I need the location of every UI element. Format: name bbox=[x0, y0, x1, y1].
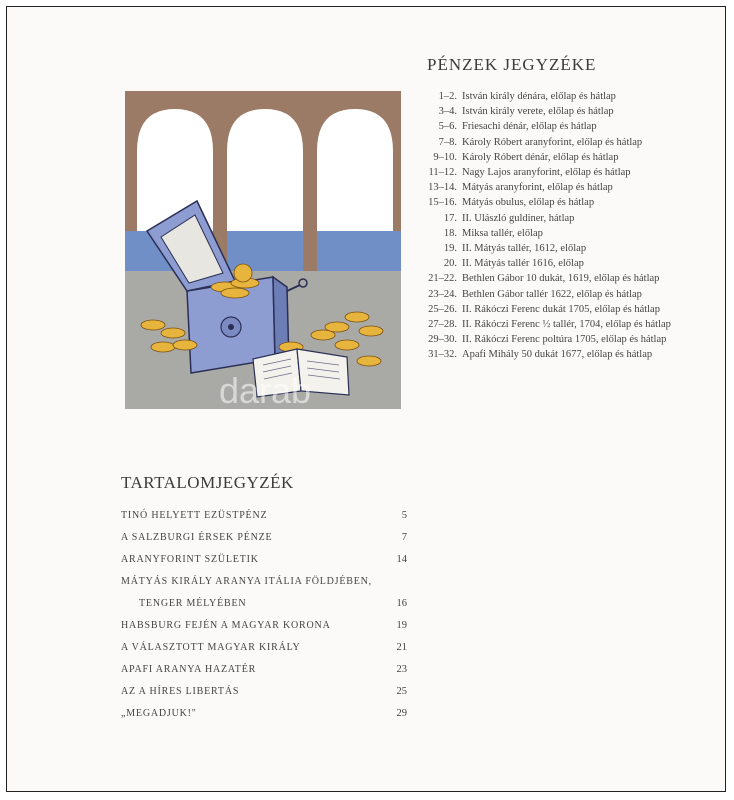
toc-entry-page: 16 bbox=[396, 598, 407, 609]
money-item-number: 17. bbox=[443, 212, 457, 224]
toc-entry-title: HABSBURG FEJÉN A MAGYAR KORONA bbox=[121, 620, 331, 631]
toc-entry-page: 29 bbox=[396, 708, 407, 719]
money-item-text: II. Rákóczi Ferenc dukát 1705, előlap és hátlap bbox=[462, 303, 660, 315]
money-list-item bbox=[411, 332, 711, 347]
toc-entry bbox=[121, 681, 407, 703]
money-item-number: 13–14. bbox=[428, 182, 457, 194]
toc-entry bbox=[121, 615, 407, 637]
money-item-text: Friesachi dénár, előlap és hátlap bbox=[462, 121, 597, 133]
toc-entry-page: 21 bbox=[396, 642, 407, 653]
money-list-item bbox=[411, 104, 711, 119]
money-item-text: Nagy Lajos aranyforint, előlap és hátlap bbox=[462, 167, 631, 179]
money-list-item bbox=[411, 150, 711, 165]
toc-entry-page: 25 bbox=[396, 686, 407, 697]
toc-entry-title: A VÁLASZTOTT MAGYAR KIRÁLY bbox=[121, 642, 301, 653]
money-list-title: PÉNZEK JEGYZÉKE bbox=[427, 55, 597, 74]
toc-entry bbox=[121, 659, 407, 681]
money-item-number: 15–16. bbox=[428, 197, 457, 209]
money-list-item bbox=[411, 241, 711, 256]
money-list-item bbox=[411, 180, 711, 195]
toc-title: TARTALOMJEGYZÉK bbox=[121, 473, 294, 492]
money-item-text: Károly Róbert aranyforint, előlap és hátlap bbox=[462, 136, 643, 148]
toc-entry-page: 23 bbox=[396, 664, 407, 675]
money-item-number: 7–8. bbox=[438, 136, 457, 148]
money-item-text: II. Mátyás tallér 1616, előlap bbox=[462, 258, 584, 270]
money-list-item bbox=[411, 226, 711, 241]
money-item-text: Bethlen Gábor 10 dukát, 1619, előlap és hátlap bbox=[462, 273, 660, 285]
money-list-item bbox=[411, 347, 711, 362]
money-item-number: 5–6. bbox=[438, 121, 457, 133]
toc-entry bbox=[121, 593, 407, 615]
toc-entry-title: MÁTYÁS KIRÁLY ARANYA ITÁLIA FÖLDJÉBEN, bbox=[121, 576, 372, 587]
toc-entry-page: 19 bbox=[396, 620, 407, 631]
money-item-text: II. Mátyás tallér, 1612, előlap bbox=[462, 243, 587, 255]
money-list-item bbox=[411, 119, 711, 134]
money-item-text: István király verete, előlap és hátlap bbox=[462, 106, 614, 118]
toc-entry bbox=[121, 703, 407, 725]
money-item-text: II. Rákóczi Ferenc ½ tallér, 1704, előlap és hátlap bbox=[462, 319, 671, 331]
toc-entry bbox=[121, 527, 407, 549]
money-item-number: 23–24. bbox=[428, 288, 457, 300]
money-item-text: István király dénára, előlap és hátlap bbox=[462, 91, 616, 102]
money-list-item bbox=[411, 317, 711, 332]
money-item-number: 3–4. bbox=[438, 106, 457, 118]
toc-entry-title: APAFI ARANYA HAZATÉR bbox=[121, 664, 257, 675]
money-item-number: 9–10. bbox=[433, 151, 457, 163]
money-item-text: Miksa tallér, előlap bbox=[462, 227, 543, 239]
money-item-number: 19. bbox=[443, 243, 457, 255]
money-item-text: Bethlen Gábor tallér 1622, előlap és hátlap bbox=[462, 288, 642, 300]
money-item-number: 27–28. bbox=[428, 319, 457, 331]
money-list-item bbox=[411, 195, 711, 210]
watermark-text: darab bbox=[218, 370, 312, 409]
money-item-text: II. Ulászló guldiner, hátlap bbox=[462, 212, 575, 224]
money-list-item bbox=[411, 287, 711, 302]
money-list-item bbox=[411, 89, 711, 104]
money-item-number: 25–26. bbox=[428, 303, 457, 315]
money-list-item bbox=[411, 256, 711, 271]
money-item-number: 31–32. bbox=[428, 349, 457, 361]
money-list-item bbox=[411, 135, 711, 150]
money-item-text: Mátyás obulus, előlap és hátlap bbox=[462, 197, 595, 209]
money-list-item bbox=[411, 165, 711, 180]
money-item-text: Károly Róbert dénár, előlap és hátlap bbox=[462, 151, 619, 163]
toc-entry-title: TENGER MÉLYÉBEN bbox=[139, 598, 247, 609]
money-list-item bbox=[411, 302, 711, 317]
toc-entry bbox=[121, 505, 407, 527]
money-item-number: 20. bbox=[443, 258, 457, 270]
money-item-text: II. Rákóczi Ferenc poltúra 1705, előlap és hátlap bbox=[462, 334, 667, 346]
money-item-number: 21–22. bbox=[428, 273, 457, 285]
toc-entry-page: 14 bbox=[396, 554, 407, 565]
money-list bbox=[411, 89, 711, 363]
money-list-item bbox=[411, 271, 711, 286]
money-item-text: Apafi Mihály 50 dukát 1677, előlap és hátlap bbox=[462, 349, 653, 361]
toc-entry bbox=[121, 637, 407, 659]
toc-entry-title: TINÓ HELYETT EZÜSTPÉNZ bbox=[121, 510, 268, 521]
money-list-item bbox=[411, 211, 711, 226]
money-item-number: 18. bbox=[443, 227, 457, 239]
book-page bbox=[6, 6, 726, 792]
table-of-contents bbox=[121, 505, 407, 725]
money-item-number: 11–12. bbox=[428, 167, 457, 179]
money-item-number: 1–2. bbox=[438, 91, 457, 102]
toc-entry-title: AZ A HÍRES LIBERTÁS bbox=[121, 686, 240, 697]
toc-entry bbox=[121, 549, 407, 571]
toc-entry-page: 5 bbox=[401, 510, 407, 521]
toc-entry bbox=[121, 571, 407, 593]
money-item-text: Mátyás aranyforint, előlap és hátlap bbox=[462, 182, 613, 194]
toc-entry-title: ARANYFORINT SZÜLETIK bbox=[121, 554, 259, 565]
money-item-number: 29–30. bbox=[428, 334, 457, 346]
toc-entry-title: „MEGADJUK!" bbox=[121, 708, 197, 719]
treasure-chest-illustration bbox=[125, 91, 401, 409]
toc-entry-page: 7 bbox=[401, 532, 407, 543]
toc-entry-title: A SALZBURGI ÉRSEK PÉNZE bbox=[121, 532, 273, 543]
